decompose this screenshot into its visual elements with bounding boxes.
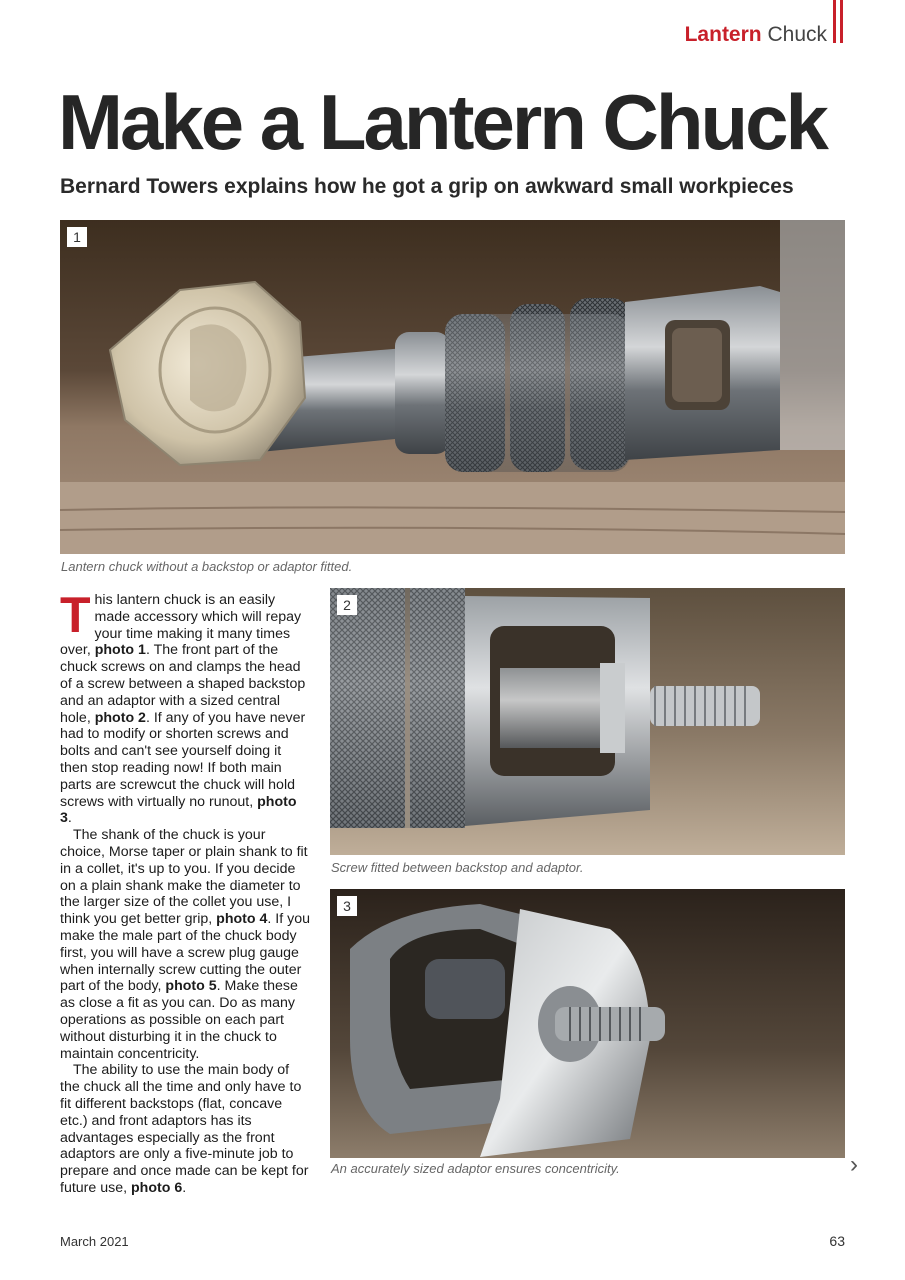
footer-date: March 2021: [60, 1234, 129, 1249]
page-number: 63: [829, 1233, 845, 1249]
photo-2: [330, 588, 845, 855]
article-title: Make a Lantern Chuck: [58, 78, 826, 166]
photo-3-caption: An accurately sized adaptor ensures concentricity.: [331, 1161, 620, 1176]
photo-2-caption: Screw fitted between backstop and adaptor.: [331, 860, 584, 875]
section-tag-light: Chuck: [767, 23, 827, 46]
photo-1-caption: Lantern chuck without a backstop or adaptor fitted.: [61, 559, 353, 574]
photo-3-image: [330, 889, 845, 1158]
article-subtitle: Bernard Towers explains how he got a grip on awkward small workpieces: [60, 175, 794, 198]
section-tag: [685, 22, 827, 48]
article-body: [60, 587, 310, 1197]
body-paragraph-1: This lantern chuck is an easily made accessory which will repay your time making it many times over, photo 1. The front part of the chuck screws on and clamps the head of a screw between a shaped backstop and an adaptor with a sized central hole, photo 2. If any of you have never had to modify or shorten screws and bolts and can't see yourself doing it then stop reading now! If both main parts are screwcut the chuck will hold screws with virtually no runout, photo 3.: [60, 587, 306, 827]
photo-number-1: 1: [67, 227, 87, 247]
drop-cap: T: [60, 587, 91, 643]
body-paragraph-3: The ability to use the main body of the chuck all the time and only have to fit different backstops (flat, concave etc.) and front adaptors has its advantages especially as the front adaptors are only a five-minute job to prepare and once made can be kept for future use, photo 6.: [60, 1062, 309, 1196]
photo-2-image: [330, 588, 845, 855]
photo-number-2: 2: [337, 595, 357, 615]
photo-1: [60, 220, 845, 554]
photo-number-3: 3: [337, 896, 357, 916]
section-tag-bold: Lantern: [684, 23, 762, 46]
chevron-right-icon[interactable]: ›: [850, 1151, 858, 1178]
photo-1-image: [60, 220, 845, 554]
photo-3: [330, 889, 845, 1158]
body-paragraph-2: The shank of the chuck is your choice, Morse taper or plain shank to fit in a collet, it's up to you. If you decide on a plain shank make the diameter to the larger size of the collet you use, I think you get better grip, photo 4. If you make the male part of the chuck body first, you will have a screw plug gauge when internally screw cutting the outer part of the body, photo 5. Make these as close a fit as you can. Do as many operations as possible on each part without disturbing it in the chuck to maintain concentricity.: [60, 827, 310, 1062]
section-tag-bars: [833, 0, 845, 43]
